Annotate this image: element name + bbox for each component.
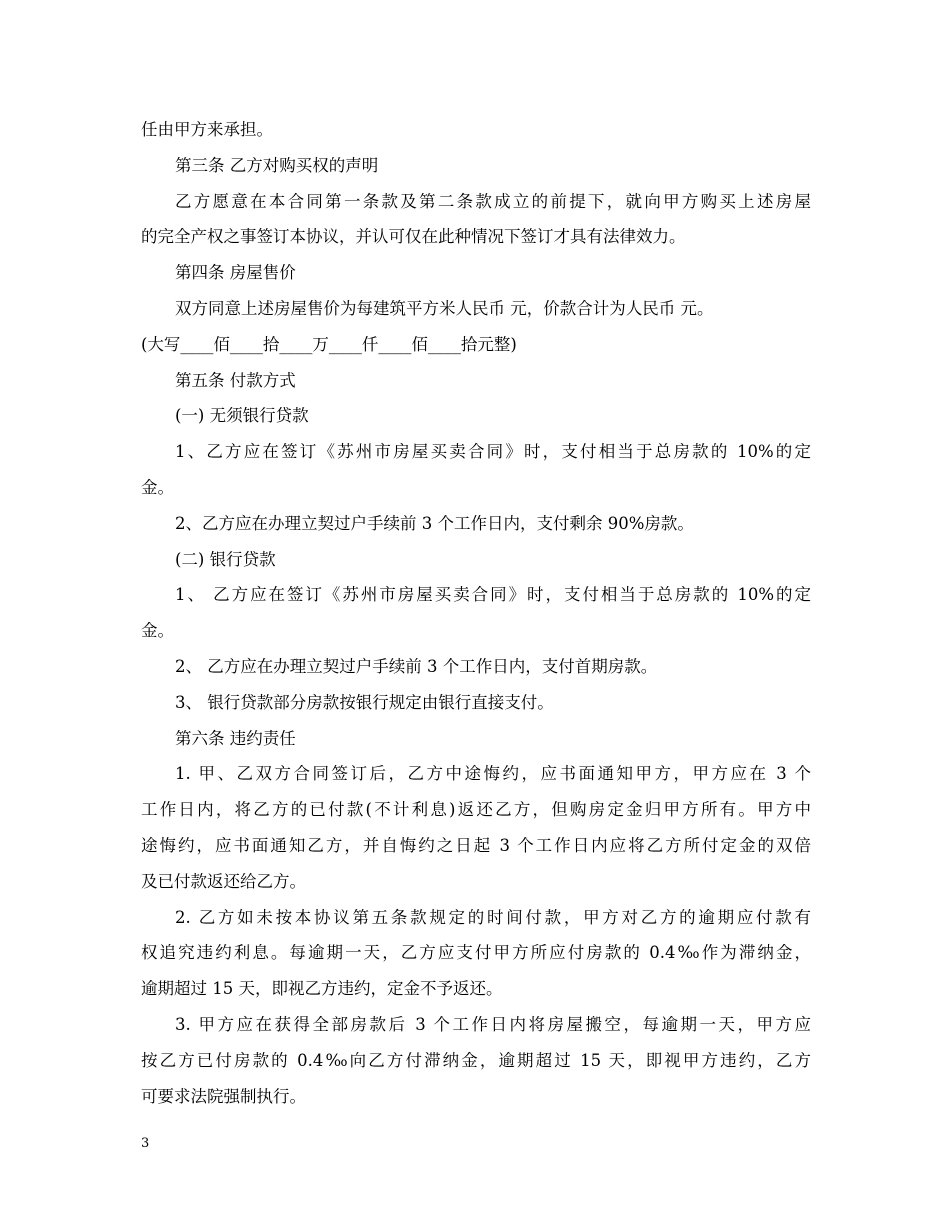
text-line: 及已付款返还给乙方。 <box>141 871 306 891</box>
text-line: 第三条 乙方对购买权的声明 <box>175 155 379 175</box>
text-line: 金。 <box>141 477 174 497</box>
text-line: 双方同意上述房屋售价为每建筑平方米人民币 元，价款合计为人民币 元。 <box>175 298 714 318</box>
text-line: 1、乙方应在签订《苏州市房屋买卖合同》时，支付相当于总房款的 10%的定 <box>175 442 811 462</box>
text-line: 任由甲方来承担。 <box>141 120 273 139</box>
contract-body <box>141 112 811 1114</box>
text-line: 乙方愿意在本合同第一条款及第二条款成立的前提下，就向甲方购买上述房屋 <box>175 191 811 211</box>
text-line: 途悔约，应书面通知乙方，并自悔约之日起 3 个工作日内应将乙方所付定金的双倍 <box>141 835 811 855</box>
text-line: 2. 乙方如未按本协议第五条款规定的时间付款，甲方对乙方的逾期应付款有 <box>175 907 811 927</box>
text-line: 工作日内，将乙方的已付款(不计利息)返还乙方，但购房定金归甲方所有。甲方中 <box>141 800 811 820</box>
text-line: 1、 乙方应在签订《苏州市房屋买卖合同》时，支付相当于总房款的 10%的定 <box>175 585 811 605</box>
text-line: 的完全产权之事签订本协议，并认可仅在此种情况下签订才具有法律效力。 <box>141 227 686 247</box>
text-line: 逾期超过 15 天，即视乙方违约，定金不予返还。 <box>141 979 503 999</box>
text-line: (二) 银行贷款 <box>175 549 276 569</box>
text-line: 第四条 房屋售价 <box>175 263 296 283</box>
text-line: 金。 <box>141 621 174 641</box>
text-line: 按乙方已付房款的 0.4‰向乙方付滞纳金，逾期超过 15 天，即视甲方违约，乙方 <box>141 1050 811 1070</box>
text-line: (一) 无须银行贷款 <box>175 406 309 426</box>
text-line: (大写____佰____拾____万____仟____佰____拾元整) <box>141 334 517 354</box>
text-line: 3、 银行贷款部分房款按银行规定由银行直接支付。 <box>175 692 554 712</box>
text-line: 第六条 违约责任 <box>175 728 296 748</box>
text-line: 2、 乙方应在办理立契过户手续前 3 个工作日内，支付首期房款。 <box>175 656 658 676</box>
text-line: 2、乙方应在办理立契过户手续前 3 个工作日内，支付剩余 90%房款。 <box>175 513 694 533</box>
text-line: 权追究违约利息。每逾期一天，乙方应支付甲方所应付房款的 0.4‰作为滞纳金， <box>141 943 811 963</box>
text-line: 可要求法院强制执行。 <box>141 1086 306 1106</box>
text-line: 1. 甲、乙双方合同签订后，乙方中途悔约，应书面通知甲方，甲方应在 3 个 <box>175 764 811 784</box>
text-line: 3. 甲方应在获得全部房款后 3 个工作日内将房屋搬空，每逾期一天，甲方应 <box>175 1014 811 1034</box>
text-line: 第五条 付款方式 <box>175 370 296 390</box>
page-number: 3 <box>141 1136 150 1151</box>
